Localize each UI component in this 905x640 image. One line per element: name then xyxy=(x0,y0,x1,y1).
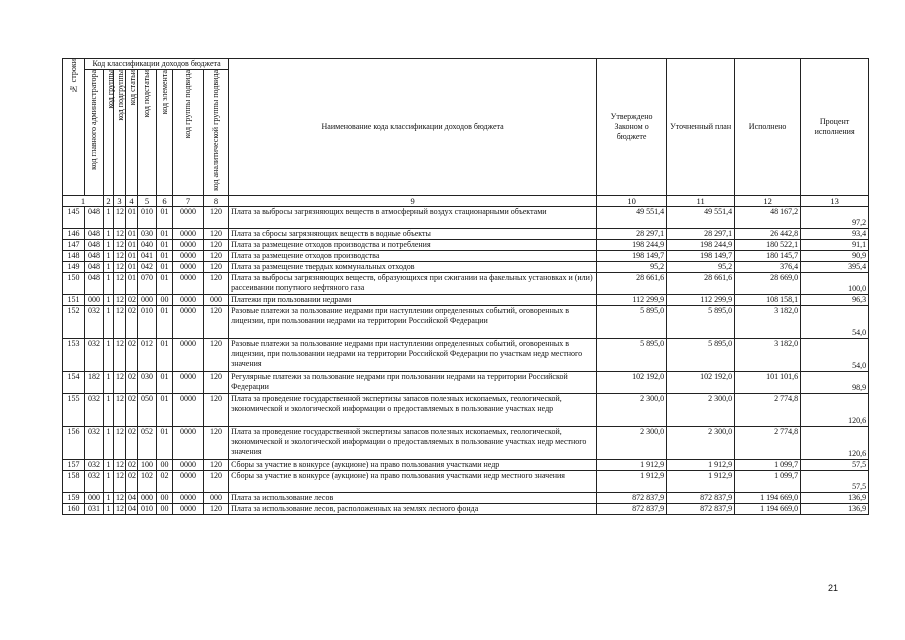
code-cell: 1 xyxy=(104,251,114,262)
code-cell: 120 xyxy=(204,504,229,515)
name-cell: Сборы за участие в конкурсе (аукционе) на право пользования участками недр местного значения xyxy=(229,471,597,493)
name-cell: Регулярные платежи за пользование недрами при пользовании недрами на территории Российской Федерации xyxy=(229,372,597,394)
code-cell: 120 xyxy=(204,240,229,251)
code-cell: 0000 xyxy=(173,339,204,372)
code-cell: 032 xyxy=(85,460,104,471)
executed-cell: 3 182,0 xyxy=(735,339,801,372)
refined-cell: 872 837,9 xyxy=(667,493,735,504)
code-cell: 000 xyxy=(85,493,104,504)
code-cell: 02 xyxy=(126,295,138,306)
column-number: 5 xyxy=(138,196,157,207)
code-cell: 070 xyxy=(138,273,157,295)
code-cell: 12 xyxy=(114,394,126,427)
code-cell: 048 xyxy=(85,273,104,295)
code-cell: 032 xyxy=(85,471,104,493)
code-cell: 000 xyxy=(204,295,229,306)
code-cell: 0000 xyxy=(173,207,204,229)
row-number-cell: 149 xyxy=(63,262,85,273)
header-code-3: код подгруппы xyxy=(114,70,126,196)
column-number: 9 xyxy=(229,196,597,207)
percent-cell: 54,0 xyxy=(801,306,869,339)
code-cell: 030 xyxy=(138,372,157,394)
header-code-group: Код классификации доходов бюджета xyxy=(85,59,229,70)
code-cell: 120 xyxy=(204,273,229,295)
code-cell: 0000 xyxy=(173,240,204,251)
table-row xyxy=(63,372,869,394)
column-number: 2 xyxy=(104,196,114,207)
code-cell: 000 xyxy=(138,295,157,306)
code-cell: 031 xyxy=(85,504,104,515)
header-percent: Процент исполнения xyxy=(801,59,869,196)
code-cell: 120 xyxy=(204,471,229,493)
table-row xyxy=(63,240,869,251)
code-cell: 01 xyxy=(157,240,173,251)
approved-cell: 2 300,0 xyxy=(597,394,667,427)
code-cell: 010 xyxy=(138,504,157,515)
name-cell: Плата за проведение государственной экспертизы запасов полезных ископаемых, геологической, экономической и экологической информации о предоставляемых в пользование участках недр местного значения xyxy=(229,427,597,460)
table-row xyxy=(63,262,869,273)
percent-cell: 96,3 xyxy=(801,295,869,306)
table-row xyxy=(63,229,869,240)
header-code-8: код аналитической группы подвида xyxy=(204,70,229,196)
code-cell: 1 xyxy=(104,460,114,471)
code-cell: 120 xyxy=(204,306,229,339)
code-cell: 12 xyxy=(114,427,126,460)
code-cell: 1 xyxy=(104,504,114,515)
code-cell: 000 xyxy=(85,295,104,306)
approved-cell: 198 244,9 xyxy=(597,240,667,251)
code-cell: 02 xyxy=(126,427,138,460)
code-cell: 048 xyxy=(85,240,104,251)
code-cell: 1 xyxy=(104,240,114,251)
code-cell: 00 xyxy=(157,460,173,471)
row-number-cell: 154 xyxy=(63,372,85,394)
code-cell: 050 xyxy=(138,394,157,427)
approved-cell: 872 837,9 xyxy=(597,493,667,504)
code-cell: 0000 xyxy=(173,460,204,471)
code-cell: 1 xyxy=(104,273,114,295)
code-cell: 0000 xyxy=(173,262,204,273)
table-row xyxy=(63,460,869,471)
code-cell: 02 xyxy=(157,471,173,493)
percent-cell: 57,5 xyxy=(801,471,869,493)
approved-cell: 2 300,0 xyxy=(597,427,667,460)
code-cell: 030 xyxy=(138,229,157,240)
code-cell: 01 xyxy=(157,394,173,427)
code-cell: 120 xyxy=(204,372,229,394)
executed-cell: 1 194 669,0 xyxy=(735,504,801,515)
percent-cell: 120,6 xyxy=(801,427,869,460)
row-number-cell: 152 xyxy=(63,306,85,339)
refined-cell: 5 895,0 xyxy=(667,306,735,339)
header-code-6: код элемента xyxy=(157,70,173,196)
percent-cell: 97,2 xyxy=(801,207,869,229)
header-code-7: код группы подвида xyxy=(173,70,204,196)
column-number: 10 xyxy=(597,196,667,207)
refined-cell: 198 244,9 xyxy=(667,240,735,251)
code-cell: 048 xyxy=(85,262,104,273)
executed-cell: 48 167,2 xyxy=(735,207,801,229)
code-cell: 12 xyxy=(114,229,126,240)
approved-cell: 102 192,0 xyxy=(597,372,667,394)
approved-cell: 95,2 xyxy=(597,262,667,273)
executed-cell: 3 182,0 xyxy=(735,306,801,339)
code-cell: 12 xyxy=(114,262,126,273)
code-cell: 1 xyxy=(104,427,114,460)
header-row-no: № строки xyxy=(63,59,85,196)
code-cell: 01 xyxy=(157,229,173,240)
code-cell: 1 xyxy=(104,295,114,306)
code-cell: 01 xyxy=(126,240,138,251)
percent-cell: 54,0 xyxy=(801,339,869,372)
executed-cell: 108 158,1 xyxy=(735,295,801,306)
percent-cell: 100,0 xyxy=(801,273,869,295)
code-cell: 0000 xyxy=(173,295,204,306)
percent-cell: 395,4 xyxy=(801,262,869,273)
table-row xyxy=(63,295,869,306)
column-number: 6 xyxy=(157,196,173,207)
table-row xyxy=(63,471,869,493)
code-cell: 040 xyxy=(138,240,157,251)
row-number-cell: 156 xyxy=(63,427,85,460)
refined-cell: 112 299,9 xyxy=(667,295,735,306)
code-cell: 12 xyxy=(114,251,126,262)
code-cell: 1 xyxy=(104,207,114,229)
code-cell: 12 xyxy=(114,493,126,504)
percent-cell: 136,9 xyxy=(801,504,869,515)
code-cell: 0000 xyxy=(173,471,204,493)
row-number-cell: 150 xyxy=(63,273,85,295)
percent-cell: 57,5 xyxy=(801,460,869,471)
code-cell: 12 xyxy=(114,295,126,306)
header-approved: Утверждено Законом о бюджете xyxy=(597,59,667,196)
code-cell: 01 xyxy=(126,251,138,262)
column-number: 13 xyxy=(801,196,869,207)
name-cell: Плата за использование лесов xyxy=(229,493,597,504)
table-row xyxy=(63,504,869,515)
code-cell: 01 xyxy=(157,262,173,273)
code-cell: 04 xyxy=(126,493,138,504)
code-cell: 010 xyxy=(138,306,157,339)
code-cell: 1 xyxy=(104,372,114,394)
code-cell: 12 xyxy=(114,504,126,515)
code-cell: 0000 xyxy=(173,372,204,394)
percent-cell: 90,9 xyxy=(801,251,869,262)
code-cell: 0000 xyxy=(173,427,204,460)
executed-cell: 28 669,0 xyxy=(735,273,801,295)
code-cell: 00 xyxy=(157,493,173,504)
refined-cell: 2 300,0 xyxy=(667,427,735,460)
approved-cell: 198 149,7 xyxy=(597,251,667,262)
table-body xyxy=(63,207,869,515)
code-cell: 01 xyxy=(157,207,173,229)
code-cell: 120 xyxy=(204,251,229,262)
row-number-cell: 147 xyxy=(63,240,85,251)
code-cell: 048 xyxy=(85,229,104,240)
code-cell: 000 xyxy=(204,493,229,504)
approved-cell: 1 912,9 xyxy=(597,471,667,493)
page-number: 21 xyxy=(828,583,839,593)
code-cell: 12 xyxy=(114,306,126,339)
code-cell: 0000 xyxy=(173,306,204,339)
percent-cell: 136,9 xyxy=(801,493,869,504)
code-cell: 100 xyxy=(138,460,157,471)
refined-cell: 102 192,0 xyxy=(667,372,735,394)
table-row xyxy=(63,339,869,372)
code-cell: 052 xyxy=(138,427,157,460)
approved-cell: 872 837,9 xyxy=(597,504,667,515)
code-cell: 032 xyxy=(85,427,104,460)
row-number-cell: 151 xyxy=(63,295,85,306)
column-number: 12 xyxy=(735,196,801,207)
name-cell: Плата за выбросы загрязняющих веществ в атмосферный воздух стационарными объектами xyxy=(229,207,597,229)
code-cell: 032 xyxy=(85,394,104,427)
executed-cell: 1 099,7 xyxy=(735,460,801,471)
code-cell: 02 xyxy=(126,306,138,339)
refined-cell: 49 551,4 xyxy=(667,207,735,229)
code-cell: 01 xyxy=(157,339,173,372)
column-number: 1 xyxy=(63,196,104,207)
approved-cell: 28 661,6 xyxy=(597,273,667,295)
code-cell: 12 xyxy=(114,207,126,229)
percent-cell: 98,9 xyxy=(801,372,869,394)
executed-cell: 2 774,8 xyxy=(735,427,801,460)
code-cell: 01 xyxy=(126,229,138,240)
row-number-cell: 160 xyxy=(63,504,85,515)
row-number-cell: 159 xyxy=(63,493,85,504)
code-cell: 1 xyxy=(104,306,114,339)
approved-cell: 5 895,0 xyxy=(597,339,667,372)
code-cell: 0000 xyxy=(173,229,204,240)
refined-cell: 1 912,9 xyxy=(667,471,735,493)
table-row xyxy=(63,427,869,460)
executed-cell: 180 522,1 xyxy=(735,240,801,251)
code-cell: 12 xyxy=(114,339,126,372)
code-cell: 1 xyxy=(104,394,114,427)
percent-cell: 91,1 xyxy=(801,240,869,251)
percent-cell: 120,6 xyxy=(801,394,869,427)
row-number-cell: 145 xyxy=(63,207,85,229)
code-cell: 00 xyxy=(157,504,173,515)
code-cell: 01 xyxy=(157,372,173,394)
code-cell: 0000 xyxy=(173,251,204,262)
executed-cell: 1 194 669,0 xyxy=(735,493,801,504)
row-number-cell: 153 xyxy=(63,339,85,372)
code-cell: 01 xyxy=(157,306,173,339)
executed-cell: 101 101,6 xyxy=(735,372,801,394)
header-executed: Исполнено xyxy=(735,59,801,196)
refined-cell: 95,2 xyxy=(667,262,735,273)
code-cell: 120 xyxy=(204,394,229,427)
header-code-5: код подстатьи xyxy=(138,70,157,196)
refined-cell: 2 300,0 xyxy=(667,394,735,427)
column-number: 8 xyxy=(204,196,229,207)
executed-cell: 2 774,8 xyxy=(735,394,801,427)
code-cell: 02 xyxy=(126,471,138,493)
code-cell: 12 xyxy=(114,273,126,295)
header-code-4: код статьи xyxy=(126,70,138,196)
code-cell: 032 xyxy=(85,339,104,372)
refined-cell: 5 895,0 xyxy=(667,339,735,372)
code-cell: 01 xyxy=(126,207,138,229)
row-number-cell: 146 xyxy=(63,229,85,240)
code-cell: 0000 xyxy=(173,273,204,295)
approved-cell: 28 297,1 xyxy=(597,229,667,240)
code-cell: 1 xyxy=(104,229,114,240)
refined-cell: 1 912,9 xyxy=(667,460,735,471)
header-code-1: код главного администратора xyxy=(85,70,104,196)
code-cell: 0000 xyxy=(173,394,204,427)
name-cell: Плата за использование лесов, расположенных на землях лесного фонда xyxy=(229,504,597,515)
approved-cell: 5 895,0 xyxy=(597,306,667,339)
code-cell: 02 xyxy=(126,339,138,372)
header-code-2: код группы xyxy=(104,70,114,196)
code-cell: 01 xyxy=(126,273,138,295)
row-number-cell: 158 xyxy=(63,471,85,493)
executed-cell: 26 442,8 xyxy=(735,229,801,240)
code-cell: 048 xyxy=(85,207,104,229)
refined-cell: 28 297,1 xyxy=(667,229,735,240)
header-refined: Уточненный план xyxy=(667,59,735,196)
column-number-row xyxy=(63,196,869,207)
code-cell: 041 xyxy=(138,251,157,262)
refined-cell: 28 661,6 xyxy=(667,273,735,295)
budget-revenue-table xyxy=(62,58,869,515)
percent-cell: 93,4 xyxy=(801,229,869,240)
name-cell: Плата за проведение государственной экспертизы запасов полезных ископаемых, геологической, экономической и экологической информации о предоставляемых в пользование участках недр xyxy=(229,394,597,427)
code-cell: 00 xyxy=(157,295,173,306)
name-cell: Разовые платежи за пользование недрами при наступлении определенных событий, оговоренных в лицензии, при пользовании недрами на территории Российской Федерации xyxy=(229,306,597,339)
table-row xyxy=(63,273,869,295)
code-cell: 02 xyxy=(126,372,138,394)
name-cell: Разовые платежи за пользование недрами при наступлении определенных событий, оговоренных в лицензии, при пользовании недрами на территории Российской Федерации по участкам недр местного значения xyxy=(229,339,597,372)
header-name: Наименование кода классификации доходов бюджета xyxy=(229,59,597,196)
code-cell: 1 xyxy=(104,471,114,493)
code-cell: 01 xyxy=(157,251,173,262)
row-number-cell: 157 xyxy=(63,460,85,471)
code-cell: 12 xyxy=(114,460,126,471)
code-cell: 1 xyxy=(104,262,114,273)
executed-cell: 180 145,7 xyxy=(735,251,801,262)
code-cell: 012 xyxy=(138,339,157,372)
column-number: 7 xyxy=(173,196,204,207)
code-cell: 04 xyxy=(126,504,138,515)
code-cell: 000 xyxy=(138,493,157,504)
code-cell: 120 xyxy=(204,207,229,229)
code-cell: 032 xyxy=(85,306,104,339)
refined-cell: 872 837,9 xyxy=(667,504,735,515)
code-cell: 120 xyxy=(204,339,229,372)
name-cell: Плата за выбросы загрязняющих веществ, образующихся при сжигании на факельных установках и (или) рассеивании попутного нефтяного газа xyxy=(229,273,597,295)
code-cell: 120 xyxy=(204,229,229,240)
table-row xyxy=(63,306,869,339)
name-cell: Сборы за участие в конкурсе (аукционе) на право пользования участками недр xyxy=(229,460,597,471)
code-cell: 12 xyxy=(114,372,126,394)
code-cell: 120 xyxy=(204,262,229,273)
name-cell: Плата за размещение твердых коммунальных отходов xyxy=(229,262,597,273)
name-cell: Плата за размещение отходов производства xyxy=(229,251,597,262)
row-number-cell: 148 xyxy=(63,251,85,262)
table-row xyxy=(63,207,869,229)
code-cell: 182 xyxy=(85,372,104,394)
approved-cell: 1 912,9 xyxy=(597,460,667,471)
column-number: 11 xyxy=(667,196,735,207)
code-cell: 120 xyxy=(204,460,229,471)
table-row xyxy=(63,493,869,504)
approved-cell: 49 551,4 xyxy=(597,207,667,229)
code-cell: 12 xyxy=(114,471,126,493)
executed-cell: 1 099,7 xyxy=(735,471,801,493)
code-cell: 102 xyxy=(138,471,157,493)
name-cell: Платежи при пользовании недрами xyxy=(229,295,597,306)
refined-cell: 198 149,7 xyxy=(667,251,735,262)
table-row xyxy=(63,394,869,427)
executed-cell: 376,4 xyxy=(735,262,801,273)
code-cell: 01 xyxy=(157,427,173,460)
table-row xyxy=(63,251,869,262)
code-cell: 12 xyxy=(114,240,126,251)
column-number: 4 xyxy=(126,196,138,207)
code-cell: 01 xyxy=(157,273,173,295)
code-cell: 120 xyxy=(204,427,229,460)
approved-cell: 112 299,9 xyxy=(597,295,667,306)
code-cell: 0000 xyxy=(173,493,204,504)
code-cell: 01 xyxy=(126,262,138,273)
row-number-cell: 155 xyxy=(63,394,85,427)
code-cell: 010 xyxy=(138,207,157,229)
column-number: 3 xyxy=(114,196,126,207)
code-cell: 048 xyxy=(85,251,104,262)
code-cell: 1 xyxy=(104,339,114,372)
code-cell: 02 xyxy=(126,394,138,427)
name-cell: Плата за размещение отходов производства и потребления xyxy=(229,240,597,251)
code-cell: 0000 xyxy=(173,504,204,515)
code-cell: 042 xyxy=(138,262,157,273)
code-cell: 1 xyxy=(104,493,114,504)
code-cell: 02 xyxy=(126,460,138,471)
name-cell: Плата за сбросы загрязняющих веществ в водные объекты xyxy=(229,229,597,240)
